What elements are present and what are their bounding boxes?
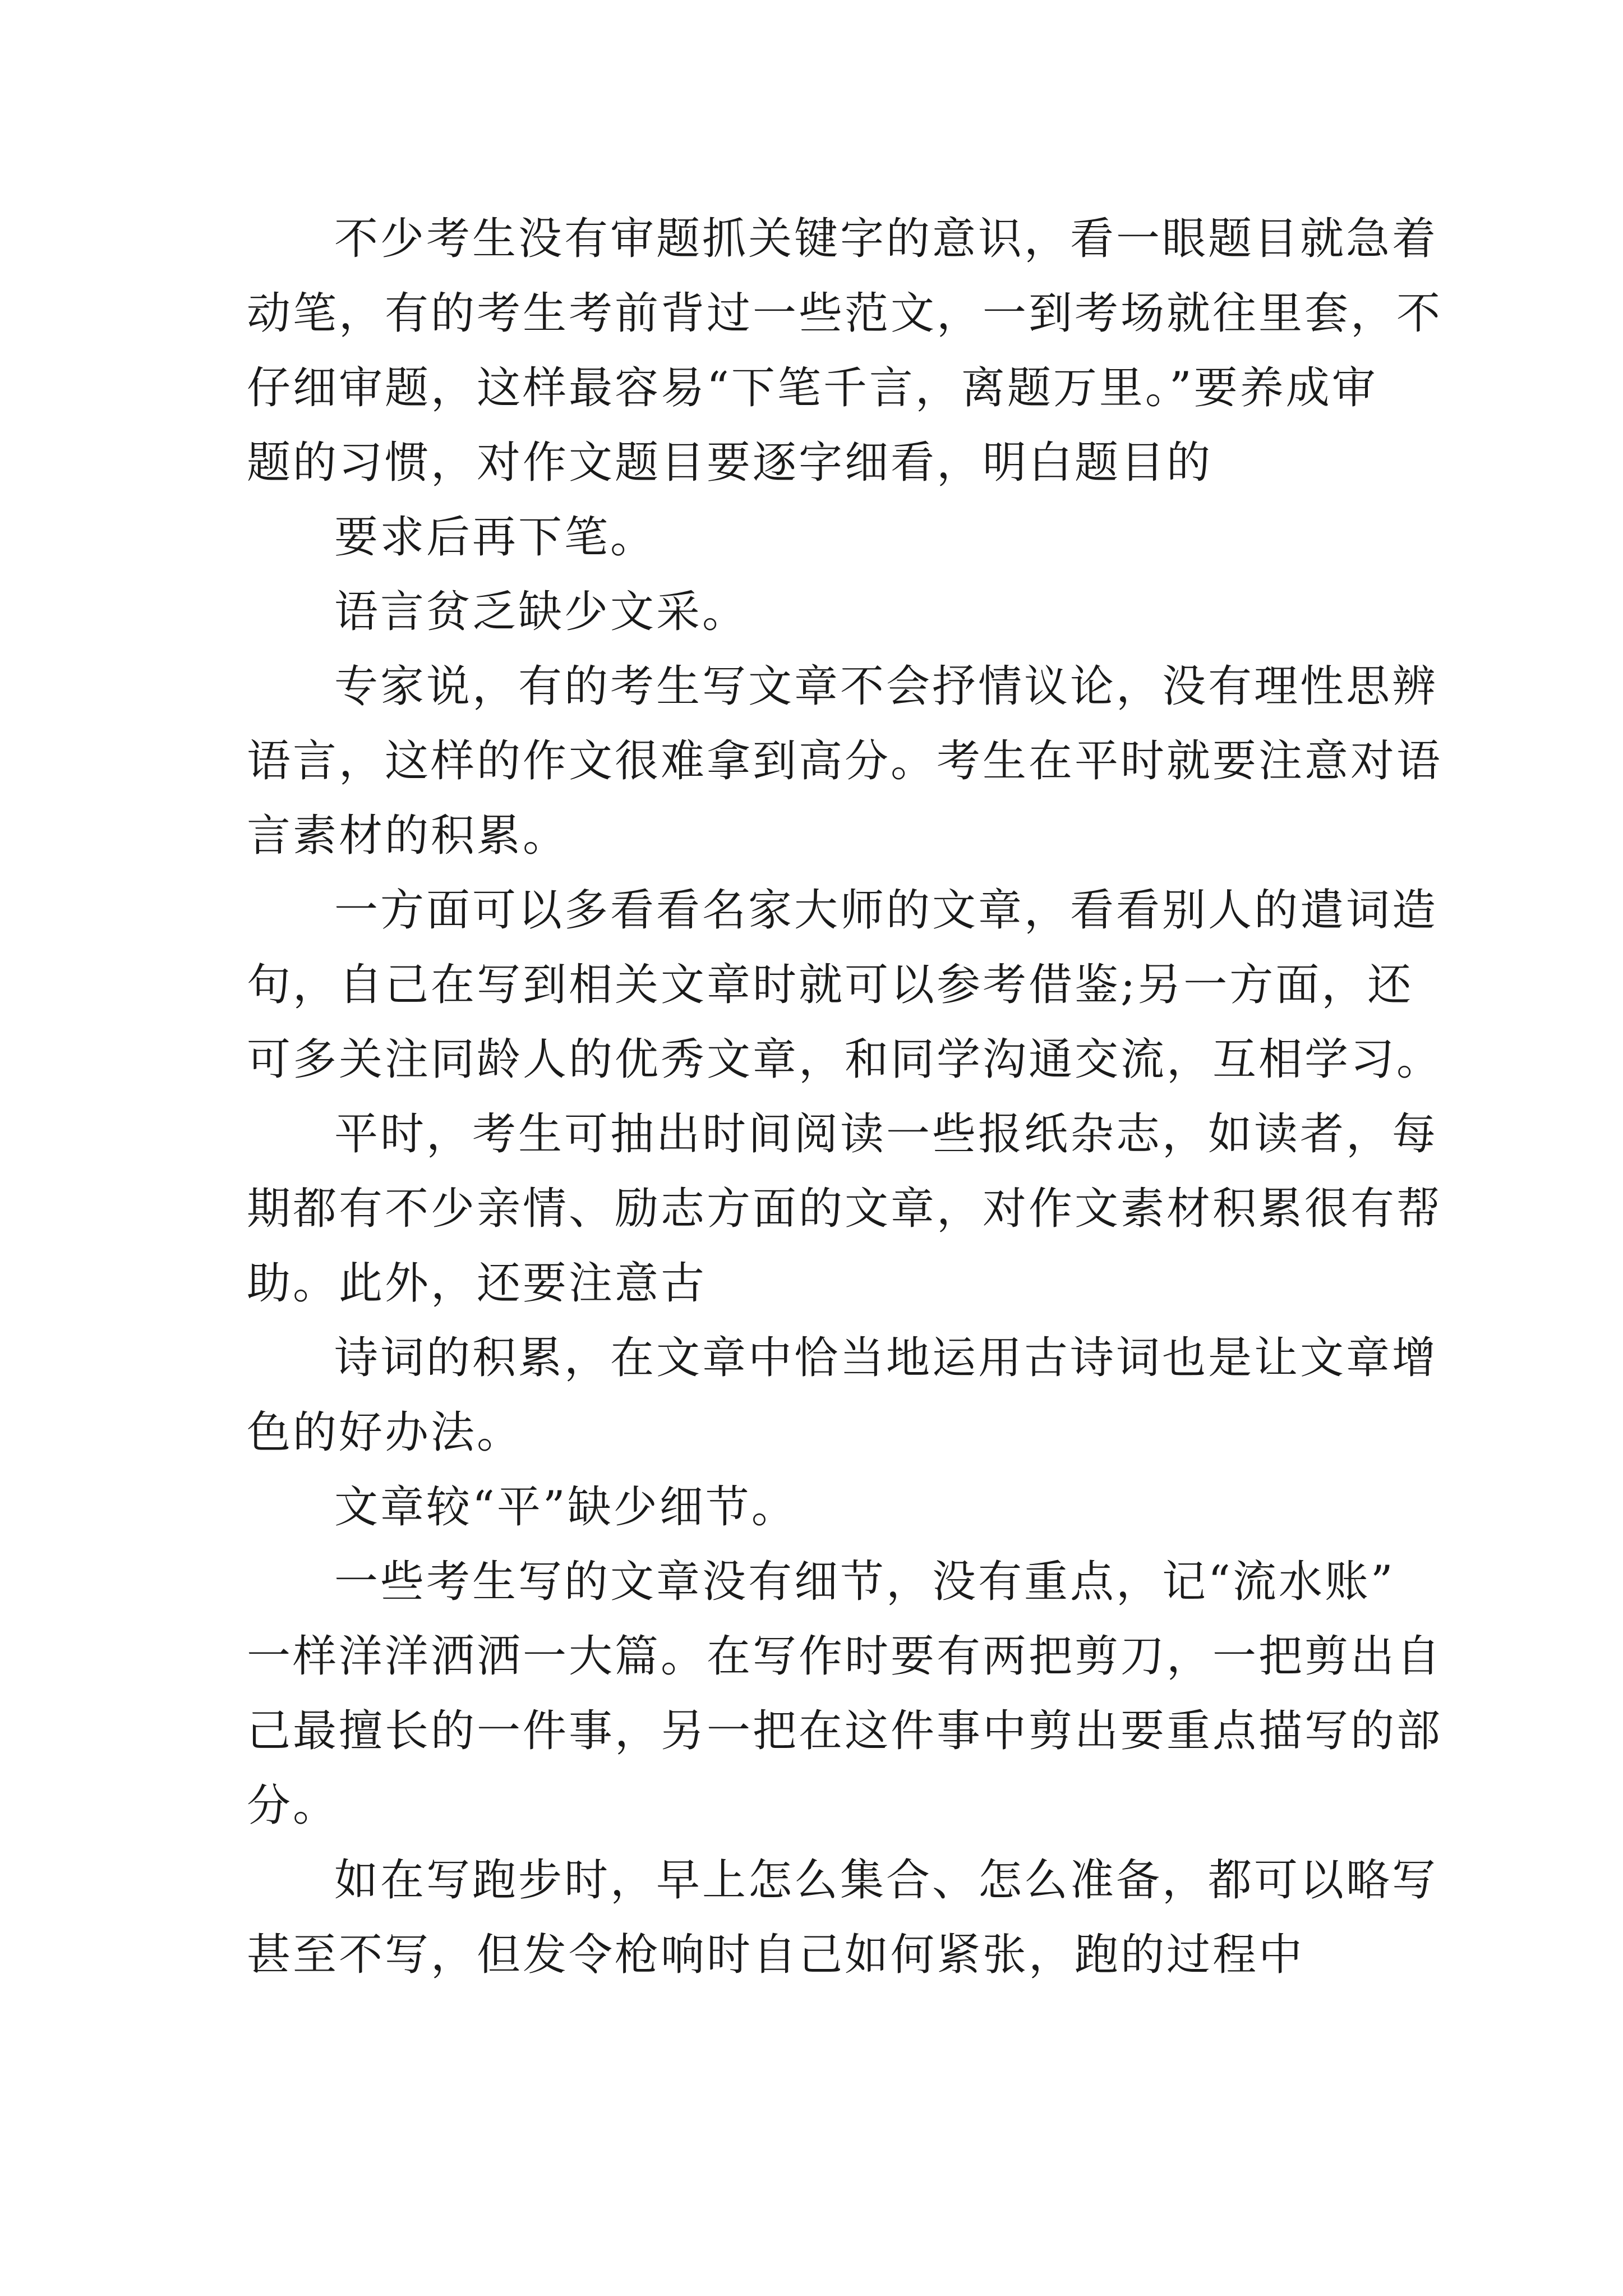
text-line: 专家说，有的考生写文章不会抒情议论，没有理性思辨: [334, 661, 1438, 712]
text-line: 言素材的积累。: [247, 811, 569, 861]
text-line: 不少考生没有审题抓关键字的意识，看一眼题目就急着: [334, 214, 1438, 264]
text-line: 色的好办法。: [247, 1407, 523, 1458]
text-line: 平时，考生可抽出时间阅读一些报纸杂志，如读者，每: [334, 1109, 1438, 1159]
text-line: 仔细审题，这样最容易“下笔千言，离题万里。”要养成审: [247, 363, 1378, 413]
text-line: 分。: [247, 1780, 339, 1831]
text-line: 句，自己在写到相关文章时就可以参考借鉴;另一方面，还: [247, 960, 1414, 1010]
text-line: 题的习惯，对作文题目要逐字细看，明白题目的: [247, 438, 1213, 488]
text-line: 一方面可以多看看名家大师的文章，看看别人的遣词造: [334, 885, 1438, 936]
text-line: 期都有不少亲情、励志方面的文章，对作文素材积累很有帮: [247, 1184, 1443, 1234]
text-line: 动笔，有的考生考前背过一些范文，一到考场就往里套，不: [247, 288, 1443, 339]
section-heading: 文章较“平”缺少细节。: [334, 1482, 797, 1533]
text-line: 助。此外，还要注意古: [247, 1258, 707, 1309]
text-line: 甚至不写，但发令枪响时自己如何紧张，跑的过程中: [247, 1930, 1305, 1980]
text-line: 一样洋洋洒洒一大篇。在写作时要有两把剪刀，一把剪出自: [247, 1631, 1443, 1682]
text-line: 如在写跑步时，早上怎么集合、怎么准备，都可以略写: [334, 1855, 1438, 1906]
text-line: 可多关注同龄人的优秀文章，和同学沟通交流，互相学习。: [247, 1034, 1443, 1085]
document-body: [247, 202, 1443, 1993]
text-line: 己最擅长的一件事，另一把在这件事中剪出要重点描写的部: [247, 1706, 1443, 1756]
text-line: 一些考生写的文章没有细节，没有重点，记“流水账”: [334, 1557, 1395, 1607]
text-line: 语言，这样的作文很难拿到高分。考生在平时就要注意对语: [247, 736, 1443, 786]
section-heading: 语言贫乏缺少文采。: [334, 587, 749, 637]
text-line: 要求后再下笔。: [334, 512, 657, 563]
text-line: 诗词的积累，在文章中恰当地运用古诗词也是让文章增: [334, 1333, 1438, 1383]
